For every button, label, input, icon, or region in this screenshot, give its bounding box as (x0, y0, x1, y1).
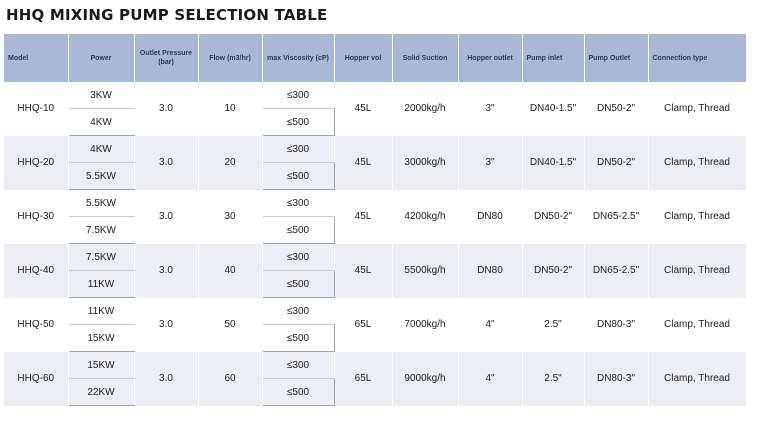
cell-pump-inlet: 2.5" (522, 352, 584, 406)
cell-solid-suction: 9000kg/h (392, 352, 458, 406)
cell-solid-suction: 7000kg/h (392, 298, 458, 352)
cell-flow: 50 (198, 298, 262, 352)
cell-model: HHQ-20 (4, 136, 68, 190)
cell-pump-inlet: DN40-1.5" (522, 82, 584, 136)
cell-viscosity: ≤300 (262, 244, 334, 271)
cell-solid-suction: 5500kg/h (392, 244, 458, 298)
cell-pump-outlet: DN50-2" (584, 82, 648, 136)
cell-viscosity: ≤500 (262, 217, 334, 244)
header-pump-outlet: Pump Outlet (584, 34, 648, 82)
cell-pump-inlet: DN50-2" (522, 190, 584, 244)
header-hopper-vol: Hopper vol (334, 34, 392, 82)
cell-power: 11KW (68, 271, 134, 298)
cell-viscosity: ≤300 (262, 82, 334, 109)
cell-power: 22KW (68, 379, 134, 406)
cell-hopper-outlet: 3" (458, 136, 522, 190)
cell-model: HHQ-40 (4, 244, 68, 298)
cell-power: 15KW (68, 352, 134, 379)
table-row (4, 298, 746, 325)
cell-flow: 30 (198, 190, 262, 244)
cell-pressure: 3.0 (134, 82, 198, 136)
cell-pump-inlet: 2.5" (522, 298, 584, 352)
cell-power: 5.5KW (68, 190, 134, 217)
cell-hopper-vol: 45L (334, 82, 392, 136)
cell-connection: Clamp, Thread (648, 82, 746, 136)
cell-pump-inlet: DN50-2" (522, 244, 584, 298)
cell-connection: Clamp, Thread (648, 244, 746, 298)
cell-hopper-outlet: DN80 (458, 244, 522, 298)
cell-connection: Clamp, Thread (648, 352, 746, 406)
cell-pressure: 3.0 (134, 136, 198, 190)
cell-pump-inlet: DN40-1.5" (522, 136, 584, 190)
cell-viscosity: ≤500 (262, 325, 334, 352)
cell-hopper-outlet: DN80 (458, 190, 522, 244)
header-hopper-outlet: Hopper outlet (458, 34, 522, 82)
table-row (4, 190, 746, 217)
cell-hopper-vol: 65L (334, 298, 392, 352)
cell-solid-suction: 4200kg/h (392, 190, 458, 244)
cell-pressure: 3.0 (134, 244, 198, 298)
cell-model: HHQ-10 (4, 82, 68, 136)
cell-connection: Clamp, Thread (648, 298, 746, 352)
cell-viscosity: ≤300 (262, 190, 334, 217)
page-title: HHQ MIXING PUMP SELECTION TABLE (6, 6, 328, 24)
header-power: Power (68, 34, 134, 82)
header-solid-suction: Solid Suction (392, 34, 458, 82)
cell-power: 5.5KW (68, 163, 134, 190)
cell-pressure: 3.0 (134, 352, 198, 406)
cell-hopper-vol: 65L (334, 352, 392, 406)
cell-solid-suction: 2000kg/h (392, 82, 458, 136)
cell-flow: 40 (198, 244, 262, 298)
cell-viscosity: ≤500 (262, 379, 334, 406)
cell-hopper-outlet: 3" (458, 82, 522, 136)
cell-model: HHQ-50 (4, 298, 68, 352)
cell-viscosity: ≤300 (262, 352, 334, 379)
cell-power: 4KW (68, 136, 134, 163)
table-row (4, 352, 746, 379)
cell-hopper-vol: 45L (334, 244, 392, 298)
cell-connection: Clamp, Thread (648, 136, 746, 190)
cell-viscosity: ≤500 (262, 163, 334, 190)
cell-viscosity: ≤500 (262, 109, 334, 136)
cell-power: 7.5KW (68, 244, 134, 271)
cell-flow: 60 (198, 352, 262, 406)
table-row (4, 136, 746, 163)
cell-hopper-outlet: 4" (458, 352, 522, 406)
cell-power: 4KW (68, 109, 134, 136)
cell-hopper-vol: 45L (334, 190, 392, 244)
cell-solid-suction: 3000kg/h (392, 136, 458, 190)
header-outlet-pressure: Outlet Pressure (bar) (134, 34, 198, 82)
cell-power: 11KW (68, 298, 134, 325)
cell-hopper-outlet: 4" (458, 298, 522, 352)
table-row (4, 244, 746, 271)
cell-power: 15KW (68, 325, 134, 352)
header-viscosity: max Viscosity (cP) (262, 34, 334, 82)
cell-pump-outlet: DN65-2.5" (584, 190, 648, 244)
cell-model: HHQ-30 (4, 190, 68, 244)
cell-pump-outlet: DN80-3" (584, 298, 648, 352)
cell-power: 7.5KW (68, 217, 134, 244)
header-connection-type: Connection type (648, 34, 746, 82)
cell-flow: 10 (198, 82, 262, 136)
cell-pressure: 3.0 (134, 298, 198, 352)
header-pump-inlet: Pump inlet (522, 34, 584, 82)
cell-power: 3KW (68, 82, 134, 109)
table-row (4, 82, 746, 109)
cell-pressure: 3.0 (134, 190, 198, 244)
cell-viscosity: ≤300 (262, 136, 334, 163)
cell-viscosity: ≤300 (262, 298, 334, 325)
table-header-row (4, 34, 746, 82)
pump-selection-table (4, 34, 747, 406)
cell-flow: 20 (198, 136, 262, 190)
cell-pump-outlet: DN65-2.5" (584, 244, 648, 298)
cell-pump-outlet: DN50-2" (584, 136, 648, 190)
header-model: Model (4, 34, 68, 82)
cell-connection: Clamp, Thread (648, 190, 746, 244)
cell-model: HHQ-60 (4, 352, 68, 406)
cell-pump-outlet: DN80-3" (584, 352, 648, 406)
header-flow: Flow (m3/hr) (198, 34, 262, 82)
cell-viscosity: ≤500 (262, 271, 334, 298)
cell-hopper-vol: 45L (334, 136, 392, 190)
